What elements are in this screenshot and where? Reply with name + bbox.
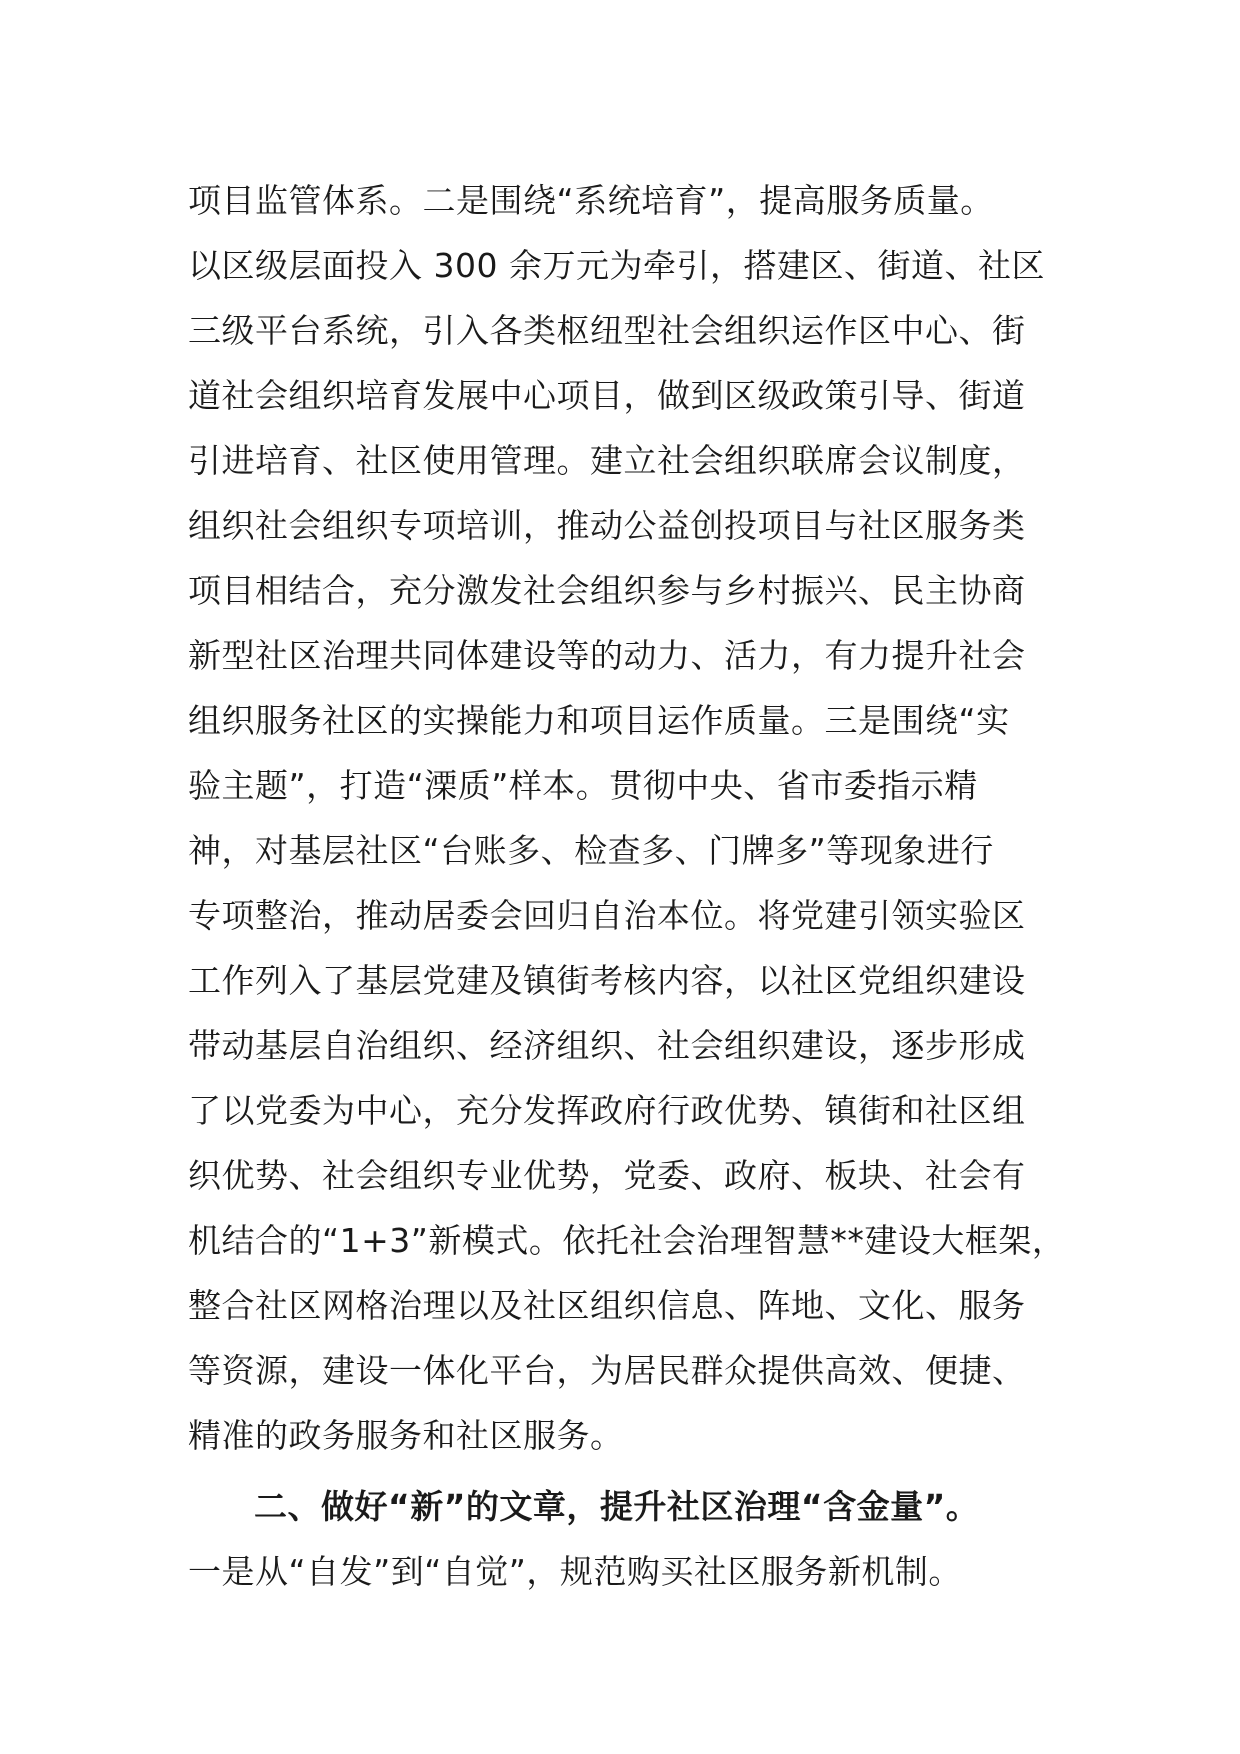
paragraph-line-14: 带动基层自治组织、经济组织、社会组织建设，逐步形成	[188, 1026, 1026, 1065]
paragraph-line-3: 三级平台系统，引入各类枢纽型社会组织运作区中心、街	[188, 311, 1026, 350]
paragraph-line-6: 组织社会组织专项培训，推动公益创投项目与社区服务类	[188, 506, 1026, 545]
paragraph-line-9: 组织服务社区的实操能力和项目运作质量。三是围绕“实	[188, 701, 1010, 740]
paragraph-line-5: 引进培育、社区使用管理。建立社会组织联席会议制度，	[188, 441, 1026, 480]
paragraph-line-10: 验主题”，打造“溧质”样本。贯彻中央、省市委指示精	[188, 766, 978, 805]
paragraph-line-12: 专项整治，推动居委会回归自治本位。将党建引领实验区	[188, 896, 1026, 935]
paragraph-line-19: 等资源，建设一体化平台，为居民群众提供高效、便捷、	[188, 1351, 1026, 1390]
paragraph-line-16: 织优势、社会组织专业优势，党委、政府、板块、社会有	[188, 1156, 1026, 1195]
section-heading: 二、做好“新”的文章，提升社区治理“含金量”。	[254, 1487, 980, 1526]
body-text	[188, 168, 1088, 1604]
paragraph-line-11: 神，对基层社区“台账多、检查多、门牌多”等现象进行	[188, 831, 994, 870]
paragraph-line-7: 项目相结合，充分激发社会组织参与乡村振兴、民主协商	[188, 571, 1026, 610]
paragraph-line-20: 精准的政务服务和社区服务。	[188, 1416, 624, 1455]
paragraph-line-15: 了以党委为中心，充分发挥政府行政优势、镇街和社区组	[188, 1091, 1026, 1130]
paragraph-line-13: 工作列入了基层党建及镇街考核内容，以社区党组织建设	[188, 961, 1026, 1000]
paragraph-line-8: 新型社区治理共同体建设等的动力、活力，有力提升社会	[188, 636, 1026, 675]
paragraph-line-4: 道社会组织培育发展中心项目，做到区级政策引导、街道	[188, 376, 1026, 415]
paragraph-line-after-heading: 一是从“自发”到“自觉”，规范购买社区服务新机制。	[188, 1552, 962, 1591]
paragraph-line-18: 整合社区网格治理以及社区组织信息、阵地、文化、服务	[188, 1286, 1026, 1325]
paragraph-line-1: 项目监管体系。二是围绕“系统培育”，提高服务质量。	[188, 181, 994, 220]
paragraph-line-17: 机结合的“1+3”新模式。依托社会治理智慧**建设大框架，	[188, 1221, 1066, 1260]
paragraph-line-2: 以区级层面投入 300 余万元为牵引，搭建区、街道、社区	[188, 246, 1045, 285]
